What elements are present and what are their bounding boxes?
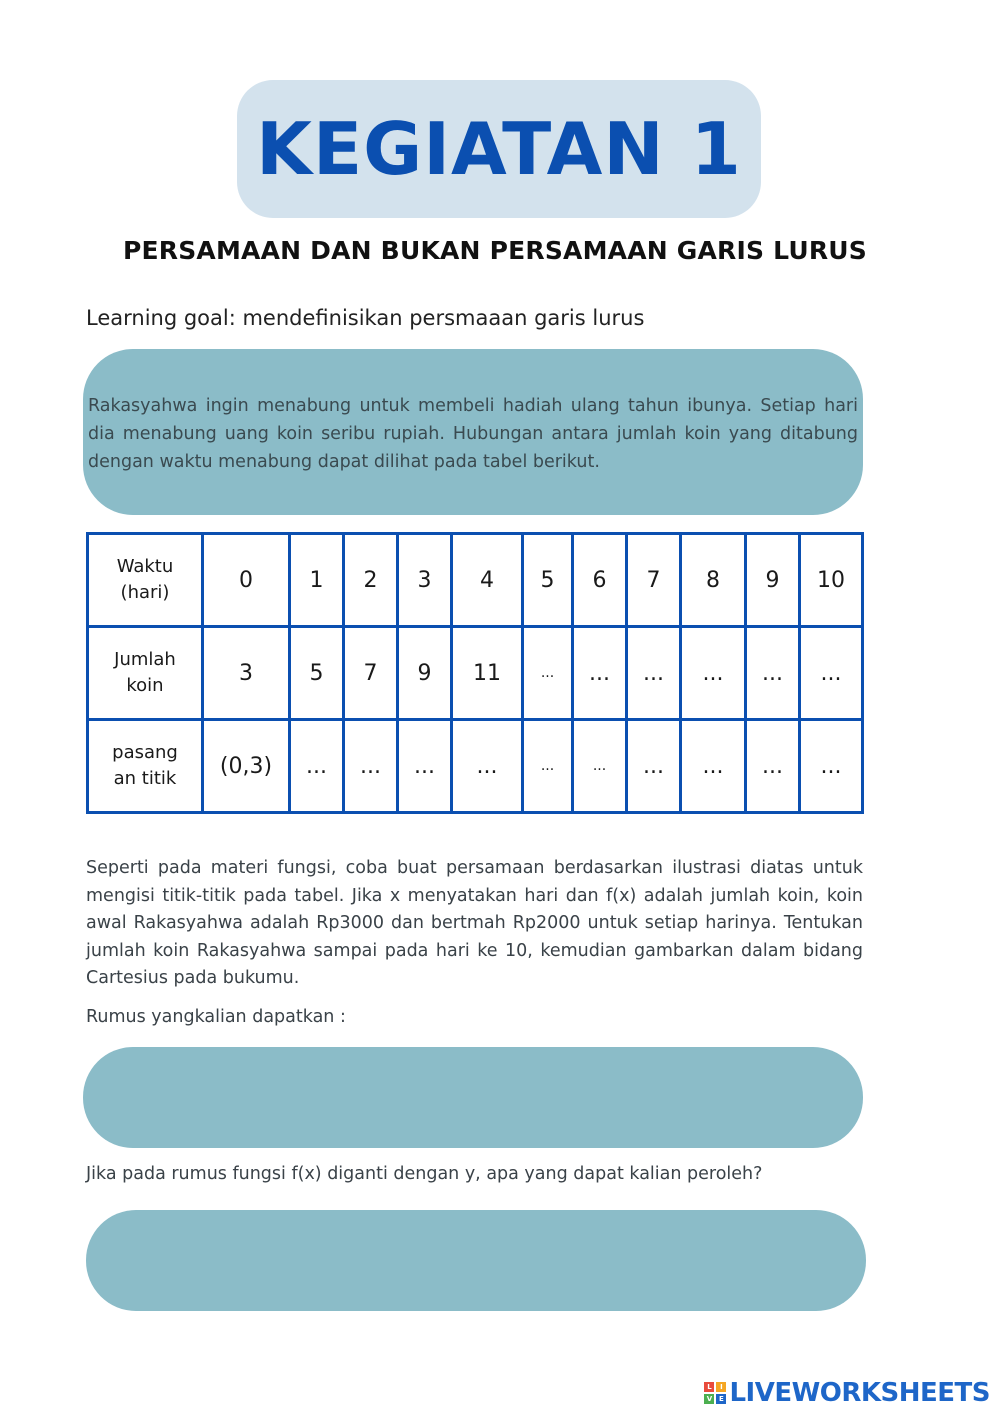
table-row-jumlah-koin bbox=[88, 627, 863, 720]
answer-cell[interactable]: ... bbox=[627, 627, 681, 720]
table-cell: 4 bbox=[452, 534, 523, 627]
logo-tile: L bbox=[704, 1382, 714, 1392]
answer-cell[interactable]: ... bbox=[452, 720, 523, 813]
question-formula: Rumus yangkalian dapatkan : bbox=[86, 1007, 346, 1027]
row-header-line: an titik bbox=[113, 768, 177, 789]
answer-cell[interactable]: ... bbox=[746, 627, 800, 720]
page-title: KEGIATAN 1 bbox=[256, 107, 742, 191]
table-cell: 2 bbox=[344, 534, 398, 627]
answer-box-formula[interactable] bbox=[83, 1047, 863, 1148]
table-cell: 5 bbox=[523, 534, 573, 627]
answer-cell[interactable]: ... bbox=[290, 720, 344, 813]
row-header-line: (hari) bbox=[120, 582, 170, 603]
logo-tile: V bbox=[704, 1394, 714, 1404]
row-header-waktu bbox=[88, 534, 203, 627]
answer-cell[interactable]: ... bbox=[398, 720, 452, 813]
logo-tile: I bbox=[716, 1382, 726, 1392]
answer-cell[interactable]: ... bbox=[573, 627, 627, 720]
row-header-line: Jumlah bbox=[114, 649, 176, 670]
answer-box-substitution[interactable] bbox=[86, 1210, 866, 1311]
answer-cell[interactable]: ... bbox=[627, 720, 681, 813]
row-header-jumlah-koin bbox=[88, 627, 203, 720]
table-cell: 9 bbox=[746, 534, 800, 627]
data-table bbox=[86, 532, 864, 814]
table-cell: 5 bbox=[290, 627, 344, 720]
table-cell: 3 bbox=[398, 534, 452, 627]
liveworksheets-logo-icon bbox=[704, 1382, 726, 1404]
table-cell: 11 bbox=[452, 627, 523, 720]
answer-cell[interactable]: ... bbox=[344, 720, 398, 813]
row-header-pasangan-titik bbox=[88, 720, 203, 813]
answer-cell[interactable]: ... bbox=[800, 720, 863, 813]
table-cell: 7 bbox=[344, 627, 398, 720]
answer-cell[interactable]: ... bbox=[746, 720, 800, 813]
instructions-text: Seperti pada materi fungsi, coba buat persamaan berdasarkan ilustrasi diatas untuk mengisi titik-titik pada tabel. Jika x menyatakan hari dan f(x) adalah jumlah koin, koin awal Rakasyahwa adalah Rp3000 dan bertmah Rp2000 untuk setiap harinya. Tentukan jumlah koin Rakasyahwa sampai pada hari ke 10, kemudian gambarkan dalam bidang Cartesius pada bukumu. bbox=[86, 858, 863, 988]
page-subtitle: PERSAMAAN DAN BUKAN PERSAMAAN GARIS LURUS bbox=[122, 236, 868, 265]
answer-cell[interactable]: ... bbox=[573, 720, 627, 813]
answer-cell[interactable]: ... bbox=[681, 627, 746, 720]
row-header-line: Waktu bbox=[116, 556, 174, 577]
table-cell: 0 bbox=[203, 534, 290, 627]
answer-cell[interactable]: ... bbox=[681, 720, 746, 813]
table-cell: (0,3) bbox=[203, 720, 290, 813]
table-cell: 1 bbox=[290, 534, 344, 627]
footer-brand-text: LIVEWORKSHEETS bbox=[729, 1378, 990, 1408]
title-banner bbox=[237, 80, 761, 218]
table-cell: 7 bbox=[627, 534, 681, 627]
question-substitution: Jika pada rumus fungsi f(x) diganti dengan y, apa yang dapat kalian peroleh? bbox=[86, 1164, 763, 1184]
table-cell: 3 bbox=[203, 627, 290, 720]
answer-cell[interactable]: ... bbox=[523, 627, 573, 720]
answer-cell[interactable]: ... bbox=[523, 720, 573, 813]
table-cell: 8 bbox=[681, 534, 746, 627]
footer-brand bbox=[704, 1378, 990, 1408]
row-header-line: koin bbox=[126, 675, 164, 696]
table-row-waktu bbox=[88, 534, 863, 627]
table-row-pasangan-titik bbox=[88, 720, 863, 813]
table-cell: 10 bbox=[800, 534, 863, 627]
row-header-line: pasang bbox=[112, 742, 178, 763]
answer-cell[interactable]: ... bbox=[800, 627, 863, 720]
table-cell: 9 bbox=[398, 627, 452, 720]
table-cell: 6 bbox=[573, 534, 627, 627]
learning-goal: Learning goal: mendefinisikan persmaaan garis lurus bbox=[86, 306, 645, 330]
story-text: Rakasyahwa ingin menabung untuk membeli hadiah ulang tahun ibunya. Setiap hari dia menabung uang koin seribu rupiah. Hubungan antara jumlah koin yang ditabung dengan waktu menabung dapat dilihat pada tabel berikut. bbox=[88, 396, 858, 472]
logo-tile: E bbox=[716, 1394, 726, 1404]
